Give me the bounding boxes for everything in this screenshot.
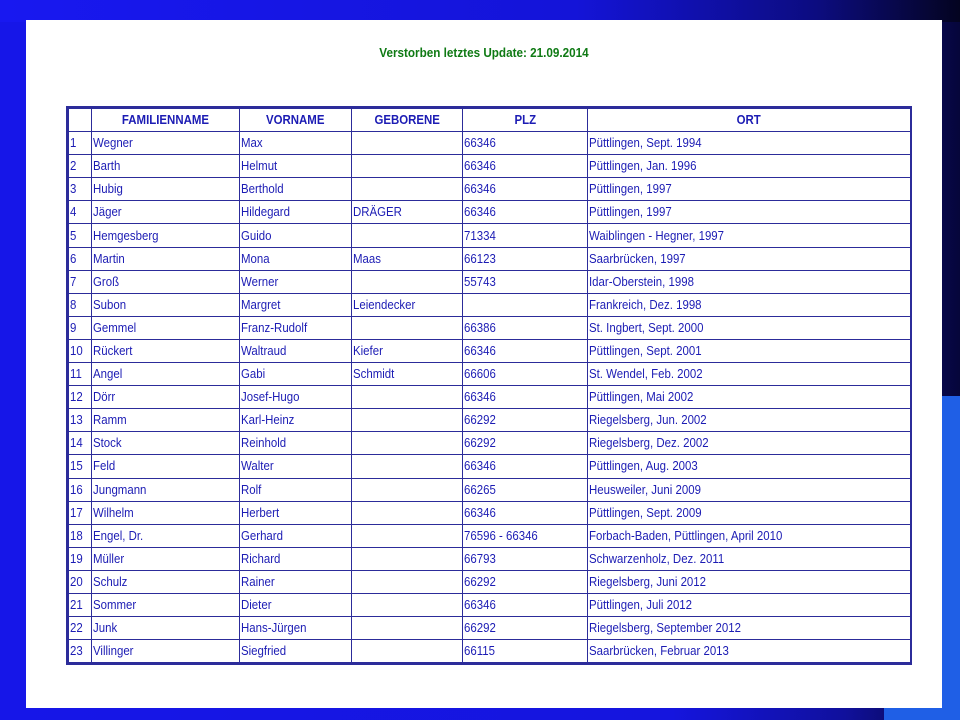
table-row (69, 501, 911, 524)
cell-number: 23 (69, 640, 92, 663)
cell-geborene (352, 593, 463, 616)
cell-number: 3 (69, 178, 92, 201)
cell-number: 4 (69, 201, 92, 224)
cell-ort: Püttlingen, Mai 2002 (588, 386, 911, 409)
cell-plz: 66292 (463, 570, 588, 593)
cell-vorname: Gerhard (240, 524, 352, 547)
cell-vorname: Rainer (240, 570, 352, 593)
cell-geborene: Leiendecker (352, 293, 463, 316)
cell-vorname: Siegfried (240, 640, 352, 663)
cell-number: 10 (69, 339, 92, 362)
cell-plz: 66292 (463, 617, 588, 640)
cell-ort: Frankreich, Dez. 1998 (588, 293, 911, 316)
cell-plz: 66346 (463, 455, 588, 478)
cell-vorname: Karl-Heinz (240, 409, 352, 432)
cell-vorname: Walter (240, 455, 352, 478)
cell-vorname: Helmut (240, 155, 352, 178)
cell-familienname: Stock (92, 432, 240, 455)
cell-familienname: Jungmann (92, 478, 240, 501)
slide-panel (26, 20, 942, 708)
cell-geborene (352, 178, 463, 201)
cell-ort: Riegelsberg, September 2012 (588, 617, 911, 640)
cell-familienname: Barth (92, 155, 240, 178)
cell-familienname: Müller (92, 547, 240, 570)
cell-plz: 66292 (463, 432, 588, 455)
table-row (69, 386, 911, 409)
cell-number: 20 (69, 570, 92, 593)
cell-vorname: Dieter (240, 593, 352, 616)
cell-number: 11 (69, 363, 92, 386)
cell-vorname: Gabi (240, 363, 352, 386)
cell-familienname: Ramm (92, 409, 240, 432)
cell-familienname: Schulz (92, 570, 240, 593)
cell-geborene (352, 524, 463, 547)
cell-geborene (352, 270, 463, 293)
table-row (69, 640, 911, 663)
cell-plz: 71334 (463, 224, 588, 247)
table-row (69, 247, 911, 270)
table-row (69, 316, 911, 339)
cell-vorname: Rolf (240, 478, 352, 501)
cell-familienname: Wegner (92, 132, 240, 155)
cell-plz: 66346 (463, 178, 588, 201)
cell-plz: 66346 (463, 593, 588, 616)
cell-ort: Püttlingen, Sept. 2001 (588, 339, 911, 362)
cell-familienname: Sommer (92, 593, 240, 616)
cell-plz: 66793 (463, 547, 588, 570)
cell-number: 15 (69, 455, 92, 478)
cell-ort: Püttlingen, 1997 (588, 201, 911, 224)
cell-familienname: Engel, Dr. (92, 524, 240, 547)
cell-ort: Püttlingen, Sept. 2009 (588, 501, 911, 524)
page-title: Verstorben letztes Update: 21.09.2014 (379, 45, 589, 60)
cell-plz: 66606 (463, 363, 588, 386)
cell-number: 2 (69, 155, 92, 178)
cell-familienname: Groß (92, 270, 240, 293)
cell-number: 14 (69, 432, 92, 455)
cell-vorname: Reinhold (240, 432, 352, 455)
cell-geborene: Kiefer (352, 339, 463, 362)
table-row (69, 132, 911, 155)
table-row (69, 293, 911, 316)
cell-number: 22 (69, 617, 92, 640)
cell-geborene: Maas (352, 247, 463, 270)
cell-geborene (352, 316, 463, 339)
cell-vorname: Herbert (240, 501, 352, 524)
cell-plz: 66346 (463, 339, 588, 362)
header-ort: ORT (588, 109, 911, 132)
cell-familienname: Dörr (92, 386, 240, 409)
cell-ort: St. Wendel, Feb. 2002 (588, 363, 911, 386)
cell-number: 17 (69, 501, 92, 524)
cell-familienname: Gemmel (92, 316, 240, 339)
cell-geborene (352, 640, 463, 663)
slide-frame-top (0, 0, 960, 22)
cell-vorname: Guido (240, 224, 352, 247)
cell-ort: Saarbrücken, Februar 2013 (588, 640, 911, 663)
table-row (69, 224, 911, 247)
cell-geborene (352, 386, 463, 409)
cell-ort: Schwarzenholz, Dez. 2011 (588, 547, 911, 570)
header-familienname: FAMILIENNAME (92, 109, 240, 132)
cell-familienname: Hubig (92, 178, 240, 201)
cell-ort: Waiblingen - Hegner, 1997 (588, 224, 911, 247)
cell-geborene (352, 570, 463, 593)
cell-vorname: Richard (240, 547, 352, 570)
cell-number: 5 (69, 224, 92, 247)
table-row (69, 547, 911, 570)
cell-geborene (352, 409, 463, 432)
cell-vorname: Mona (240, 247, 352, 270)
table-row (69, 524, 911, 547)
table-container (66, 106, 912, 665)
cell-number: 12 (69, 386, 92, 409)
cell-number: 13 (69, 409, 92, 432)
cell-familienname: Hemgesberg (92, 224, 240, 247)
cell-ort: Saarbrücken, 1997 (588, 247, 911, 270)
table-row (69, 432, 911, 455)
cell-familienname: Angel (92, 363, 240, 386)
table-body (69, 132, 911, 663)
cell-number: 9 (69, 316, 92, 339)
cell-number: 21 (69, 593, 92, 616)
cell-ort: St. Ingbert, Sept. 2000 (588, 316, 911, 339)
table-row (69, 593, 911, 616)
header-vorname: VORNAME (240, 109, 352, 132)
cell-plz: 55743 (463, 270, 588, 293)
cell-number: 8 (69, 293, 92, 316)
cell-plz: 66292 (463, 409, 588, 432)
cell-geborene (352, 432, 463, 455)
cell-number: 7 (69, 270, 92, 293)
cell-vorname: Werner (240, 270, 352, 293)
cell-plz: 66346 (463, 132, 588, 155)
cell-vorname: Josef-Hugo (240, 386, 352, 409)
cell-familienname: Rückert (92, 339, 240, 362)
cell-ort: Püttlingen, Aug. 2003 (588, 455, 911, 478)
table-row (69, 270, 911, 293)
cell-ort: Riegelsberg, Dez. 2002 (588, 432, 911, 455)
cell-geborene (352, 478, 463, 501)
cell-plz: 76596 - 66346 (463, 524, 588, 547)
table-row (69, 570, 911, 593)
header-geborene: GEBORENE (352, 109, 463, 132)
cell-ort: Forbach-Baden, Püttlingen, April 2010 (588, 524, 911, 547)
cell-ort: Püttlingen, 1997 (588, 178, 911, 201)
table-row (69, 339, 911, 362)
cell-familienname: Junk (92, 617, 240, 640)
table-header-row (69, 109, 911, 132)
cell-familienname: Villinger (92, 640, 240, 663)
table-row (69, 409, 911, 432)
cell-ort: Püttlingen, Jan. 1996 (588, 155, 911, 178)
cell-ort: Püttlingen, Juli 2012 (588, 593, 911, 616)
cell-ort: Idar-Oberstein, 1998 (588, 270, 911, 293)
cell-ort: Riegelsberg, Juni 2012 (588, 570, 911, 593)
cell-plz: 66386 (463, 316, 588, 339)
cell-geborene (352, 547, 463, 570)
cell-plz: 66346 (463, 155, 588, 178)
cell-familienname: Martin (92, 247, 240, 270)
cell-number: 1 (69, 132, 92, 155)
deceased-table (68, 108, 911, 663)
cell-familienname: Wilhelm (92, 501, 240, 524)
cell-geborene (352, 501, 463, 524)
cell-plz: 66123 (463, 247, 588, 270)
table-row (69, 178, 911, 201)
cell-familienname: Feld (92, 455, 240, 478)
cell-plz: 66115 (463, 640, 588, 663)
cell-ort: Riegelsberg, Jun. 2002 (588, 409, 911, 432)
cell-geborene (352, 455, 463, 478)
cell-plz: 66346 (463, 201, 588, 224)
cell-vorname: Hans-Jürgen (240, 617, 352, 640)
table-row (69, 617, 911, 640)
cell-number: 16 (69, 478, 92, 501)
cell-vorname: Hildegard (240, 201, 352, 224)
table-row (69, 455, 911, 478)
cell-geborene (352, 617, 463, 640)
cell-geborene: DRÄGER (352, 201, 463, 224)
cell-vorname: Franz-Rudolf (240, 316, 352, 339)
cell-number: 18 (69, 524, 92, 547)
table-row (69, 363, 911, 386)
cell-ort: Püttlingen, Sept. 1994 (588, 132, 911, 155)
cell-familienname: Subon (92, 293, 240, 316)
cell-geborene (352, 132, 463, 155)
cell-plz: 66346 (463, 386, 588, 409)
cell-familienname: Jäger (92, 201, 240, 224)
cell-geborene (352, 155, 463, 178)
cell-geborene: Schmidt (352, 363, 463, 386)
cell-vorname: Max (240, 132, 352, 155)
cell-plz (463, 293, 588, 316)
cell-number: 6 (69, 247, 92, 270)
cell-plz: 66265 (463, 478, 588, 501)
table-row (69, 201, 911, 224)
table-row (69, 155, 911, 178)
cell-ort: Heusweiler, Juni 2009 (588, 478, 911, 501)
cell-vorname: Waltraud (240, 339, 352, 362)
cell-vorname: Berthold (240, 178, 352, 201)
header-number (69, 109, 92, 132)
header-plz: PLZ (463, 109, 588, 132)
cell-geborene (352, 224, 463, 247)
cell-number: 19 (69, 547, 92, 570)
cell-vorname: Margret (240, 293, 352, 316)
table-row (69, 478, 911, 501)
cell-plz: 66346 (463, 501, 588, 524)
